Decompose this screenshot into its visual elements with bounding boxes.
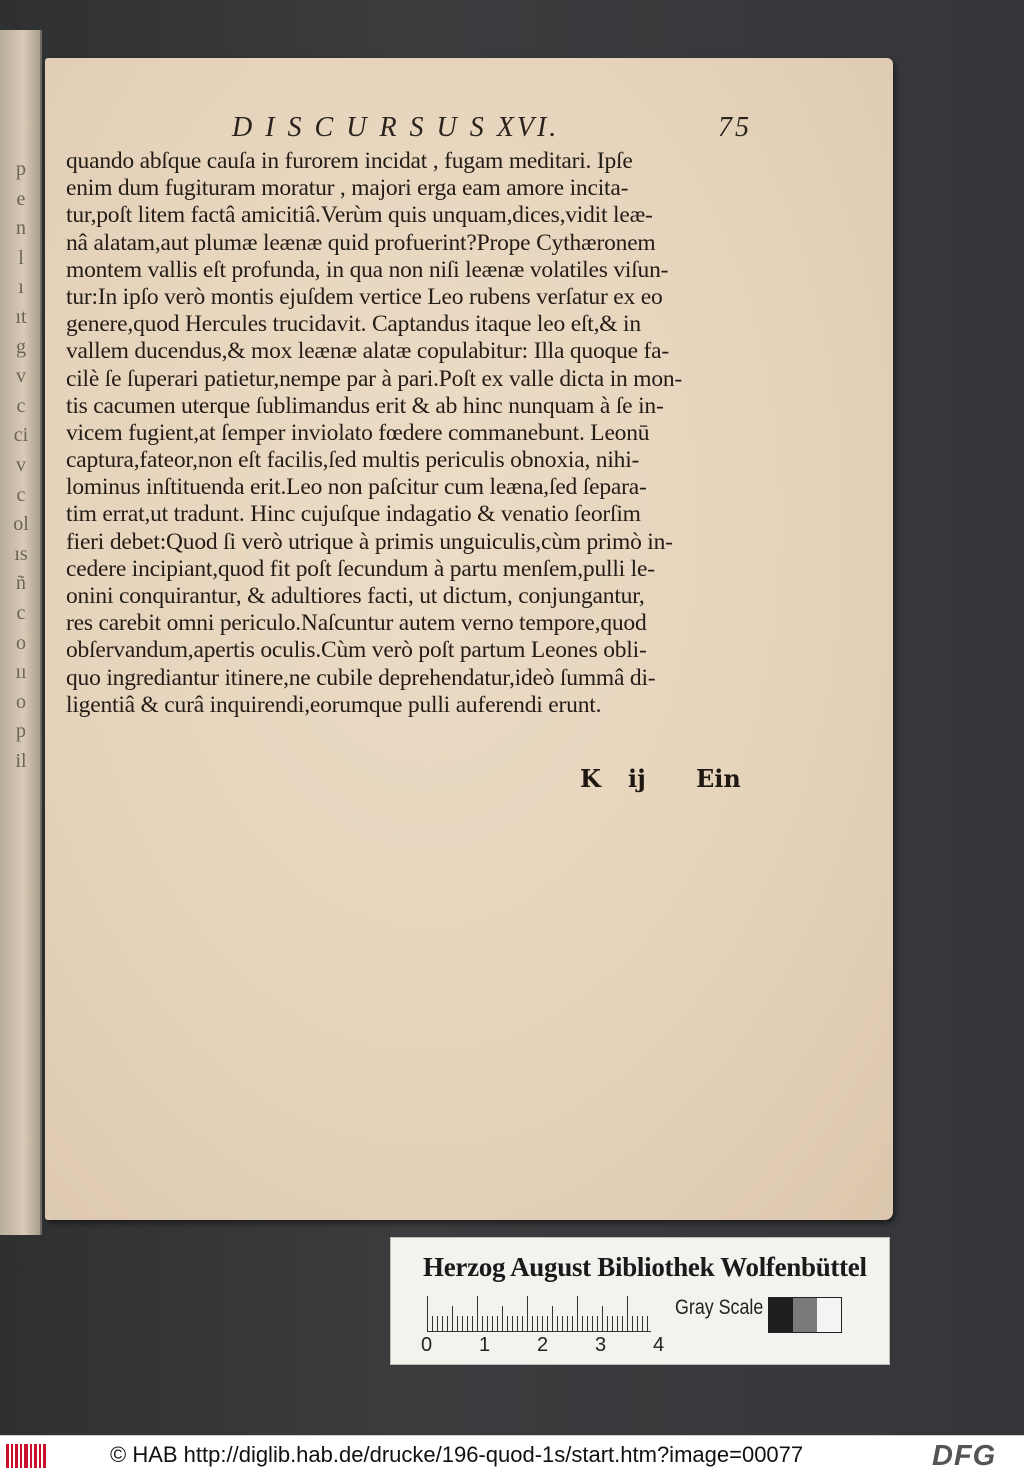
text-line: quando abſque cauſa in furorem incidat , fugam meditari. Ipſe xyxy=(66,148,633,174)
barcode-bar xyxy=(43,1444,46,1468)
ruler-tick xyxy=(447,1316,448,1332)
text-line: onini conquirantur, & adultiores facti, ut dictum, conjungantur, xyxy=(66,583,645,609)
text-line: cilè ſe ſuperari patietur,nempe par à pari.Poſt ex valle dicta in mon- xyxy=(66,365,683,392)
fragment-letter: e xyxy=(16,187,26,210)
ruler-tick xyxy=(457,1316,458,1332)
ruler-tick xyxy=(602,1306,603,1332)
ruler-tick xyxy=(632,1316,633,1332)
fragment-letter: ol xyxy=(13,513,29,536)
ruler-tick xyxy=(517,1316,518,1332)
fragment-letter: g xyxy=(16,335,26,358)
text-line: montem vallis eſt profunda, in qua non niſi leænæ volatiles viſun- xyxy=(66,256,669,283)
text-line: ligentiâ & curâ inquirendi,eorumque pulli auferendi erunt. xyxy=(66,691,602,718)
ruler-tick xyxy=(562,1316,563,1332)
library-label-card xyxy=(390,1237,890,1365)
ruler-tick xyxy=(502,1306,503,1332)
fragment-letter: c xyxy=(16,602,26,624)
ruler-tick xyxy=(467,1316,468,1332)
fragment-letter: ıs xyxy=(14,542,28,565)
gray-swatch xyxy=(817,1298,841,1332)
fragment-letter: ñ xyxy=(16,572,26,595)
ruler-tick xyxy=(552,1306,553,1332)
fragment-letter: o xyxy=(16,690,26,713)
previous-page-edge xyxy=(0,30,42,1235)
ruler-tick xyxy=(582,1316,583,1332)
footer-bar xyxy=(0,1435,1024,1476)
ruler-number: 2 xyxy=(537,1334,549,1356)
ruler-tick xyxy=(612,1316,613,1332)
show-through-ink xyxy=(150,790,750,1090)
gray-scale-swatch xyxy=(768,1297,842,1333)
ruler-tick xyxy=(427,1296,428,1332)
ruler-number: 4 xyxy=(653,1334,665,1356)
text-line: quo ingrediantur itinere,ne cubile deprehendatur,ideò ſummâ di- xyxy=(66,664,656,691)
page-number: 75 xyxy=(718,112,752,143)
ruler-tick xyxy=(557,1316,558,1332)
barcode-bar xyxy=(6,1444,9,1468)
ruler-number: 3 xyxy=(595,1334,607,1356)
signature-number: ij xyxy=(628,764,646,793)
ruler-tick xyxy=(482,1316,483,1332)
ruler-tick xyxy=(512,1316,513,1332)
fragment-letter: c xyxy=(16,483,26,506)
text-line: enim dum fugituram moratur , majori erga eam amore incita- xyxy=(66,175,629,202)
gray-swatch xyxy=(793,1298,817,1332)
previous-page-fragment xyxy=(0,30,40,1235)
barcode-bar xyxy=(20,1444,22,1468)
text-line: cedere incipiant,quod fit poſt ſecundum à partu menſem,pulli le- xyxy=(66,555,655,582)
ruler-tick xyxy=(642,1316,643,1332)
library-name: Herzog August Bibliothek Wolfenbüttel xyxy=(423,1252,867,1282)
ruler-tick xyxy=(487,1316,488,1332)
fragment-letter: o xyxy=(16,631,26,654)
ruler-tick xyxy=(432,1316,433,1332)
ruler-tick xyxy=(542,1316,543,1332)
text-line: tur:In ipſo verò montis ejuſdem vertice Leo rubens verſatur ex eo xyxy=(66,283,663,310)
ruler-tick xyxy=(437,1316,438,1332)
fragment-letter: ıı xyxy=(15,661,27,684)
ruler-tick xyxy=(637,1316,638,1332)
running-header xyxy=(232,112,752,148)
text-line: obſervandum,apertis oculis.Cùm verò poſt partum Leones obli- xyxy=(66,637,647,664)
barcode-bar xyxy=(30,1444,32,1468)
ruler-number: 1 xyxy=(479,1334,491,1356)
fragment-letter: ci xyxy=(13,424,29,447)
text-line: vicem fugient,at ſemper inviolato fœdere commanebunt. Leonū xyxy=(66,419,650,446)
fragment-letter: v xyxy=(16,365,26,388)
barcode-bar xyxy=(24,1444,28,1468)
text-line: nâ alatam,aut plumæ leænæ quid profuerint?Prope Cythæronem xyxy=(66,229,656,256)
ruler-tick xyxy=(527,1296,528,1332)
ruler-tick xyxy=(537,1316,538,1332)
fragment-letter: ı xyxy=(18,276,24,299)
ruler-tick xyxy=(532,1316,533,1332)
ruler-tick xyxy=(622,1316,623,1332)
text-line: vallem ducendus,& mox leænæ alatæ copulabitur: Illa quoque fa- xyxy=(66,338,670,365)
gray-scale-label: Gray Scale xyxy=(675,1296,764,1319)
page-body-text xyxy=(66,148,746,719)
barcode-bar xyxy=(34,1444,37,1468)
barcode-bar xyxy=(39,1444,41,1468)
ruler-tick xyxy=(587,1316,588,1332)
ruler-tick xyxy=(577,1296,578,1332)
ruler-tick xyxy=(647,1316,648,1332)
text-line: fieri debet:Quod ſi verò utrique à primis unguiculis,cùm primò in- xyxy=(66,528,673,555)
text-line: tim errat,ut tradunt. Hinc cujuſque indagatio & venatio ſeorſim xyxy=(66,501,641,528)
ruler-tick xyxy=(442,1316,443,1332)
fragment-letter: il xyxy=(15,750,27,772)
ruler-tick xyxy=(567,1316,568,1332)
text-line: genere,quod Hercules trucidavit. Captandus itaque leo eſt,& in xyxy=(66,311,641,338)
fragment-letter: v xyxy=(16,454,26,476)
scale-ruler xyxy=(427,1292,651,1332)
text-line: res carebit omni periculo.Naſcuntur autem verno tempore,quod xyxy=(66,610,647,637)
ruler-tick xyxy=(617,1316,618,1332)
ruler-tick xyxy=(462,1316,463,1332)
ruler-tick xyxy=(477,1296,478,1332)
signature-letter: K xyxy=(580,764,601,793)
barcode-bar xyxy=(11,1444,13,1468)
ruler-tick xyxy=(507,1316,508,1332)
barcode-bar xyxy=(15,1444,18,1468)
text-line: tis cacumen uterque ſublimandus erit & ab hinc nunquam à ſe in- xyxy=(66,392,664,419)
ruler-number: 0 xyxy=(421,1334,433,1356)
dfg-logo: DFG xyxy=(932,1440,997,1472)
text-line: captura,fateor,non eſt facilis,ſed multis periculis obnoxia, nihi- xyxy=(66,447,640,474)
fragment-letter: c xyxy=(16,394,26,417)
ruler-tick xyxy=(497,1316,498,1332)
fragment-letter: ıt xyxy=(15,306,27,328)
text-line: tur,poſt litem factâ amicitiâ.Verùm quis unquam,dices,vidit leæ- xyxy=(66,202,653,229)
ruler-tick xyxy=(627,1296,628,1332)
ruler-tick xyxy=(522,1316,523,1332)
catchword: Ein xyxy=(696,764,741,793)
ruler-labels xyxy=(421,1334,665,1358)
fragment-letter: n xyxy=(16,217,26,240)
text-line: lominus inſtituenda erit.Leo non paſcitur cum leæna,ſed ſepara- xyxy=(66,474,647,501)
copyright-link[interactable]: © HAB http://diglib.hab.de/drucke/196-quod-1s/start.htm?image=00077 xyxy=(110,1442,804,1467)
hab-barcode-icon xyxy=(6,1444,46,1468)
fragment-letter: p xyxy=(16,158,26,180)
fragment-letter: l xyxy=(18,246,24,269)
ruler-tick xyxy=(472,1316,473,1332)
header-title: D I S C U R S U S XVI. xyxy=(232,112,560,143)
ruler-tick xyxy=(607,1316,608,1332)
gray-swatch xyxy=(769,1298,793,1332)
ruler-tick xyxy=(492,1316,493,1332)
ruler-tick xyxy=(592,1316,593,1332)
catchword-line xyxy=(580,764,740,798)
ruler-tick xyxy=(572,1316,573,1332)
ruler-tick xyxy=(452,1306,453,1332)
ruler-tick xyxy=(597,1316,598,1332)
fragment-letter: p xyxy=(16,720,26,743)
ruler-tick xyxy=(547,1316,548,1332)
